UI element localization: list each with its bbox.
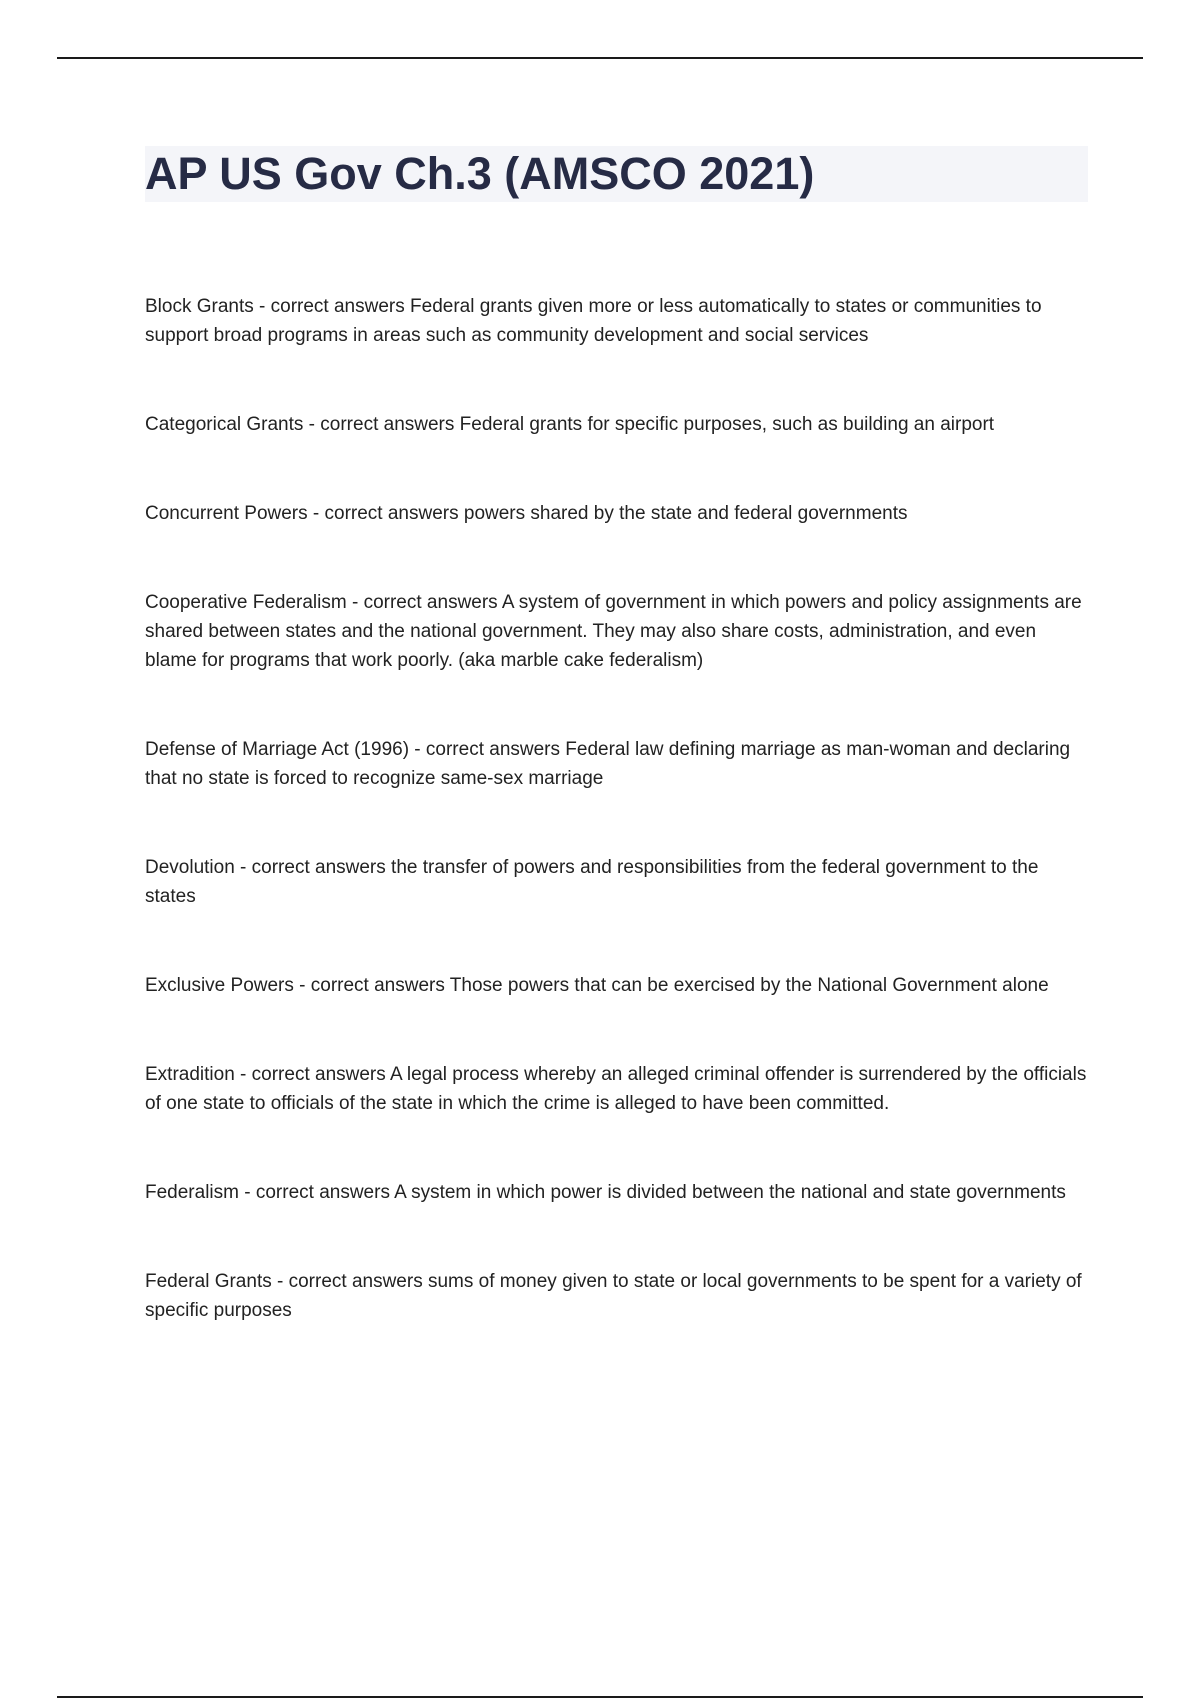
entry-cooperative-federalism: Cooperative Federalism - correct answers A system of government in which powers and policy assignments are shared between states and the national government. They may also share costs, administration, and even blame for programs that work poorly. (aka marble cake federalism) [145,592,1082,671]
entry-concurrent-powers: Concurrent Powers - correct answers powers shared by the state and federal governments [145,503,908,524]
top-rule [57,57,1143,59]
entry-block-grants: Block Grants - correct answers Federal grants given more or less automatically to states or communities to support broad programs in areas such as community development and social services [145,296,1042,346]
entry-extradition: Extradition - correct answers A legal process whereby an alleged criminal offender is surrendered by the officials of one state to officials of the state in which the crime is alleged to have been committed. [145,1064,1087,1114]
entry-list [145,292,1090,1385]
entry-federal-grants: Federal Grants - correct answers sums of money given to state or local governments to be spent for a variety of specific purposes [145,1271,1082,1321]
entry-defense-of-marriage-act: Defense of Marriage Act (1996) - correct answers Federal law defining marriage as man-woman and declaring that no state is forced to recognize same-sex marriage [145,739,1071,789]
entry-devolution: Devolution - correct answers the transfer of powers and responsibilities from the federal government to the states [145,857,1039,907]
document-title: AP US Gov Ch.3 (AMSCO 2021) [145,148,815,199]
entry-exclusive-powers: Exclusive Powers - correct answers Those powers that can be exercised by the National Government alone [145,975,1049,996]
entry-categorical-grants: Categorical Grants - correct answers Federal grants for specific purposes, such as building an airport [145,414,995,435]
bottom-rule [57,1696,1143,1698]
entry-federalism: Federalism - correct answers A system in which power is divided between the national and state governments [145,1182,1066,1203]
